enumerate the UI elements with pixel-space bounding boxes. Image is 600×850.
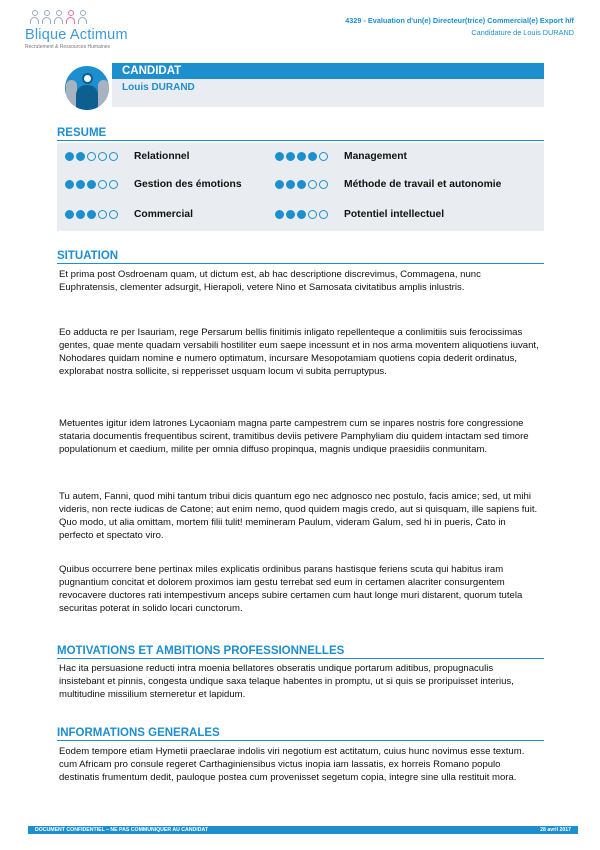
rating-dot-filled-icon [297,210,306,219]
rating-dot-filled-icon [76,152,85,161]
rating-dot-filled-icon [76,210,85,219]
rating-item [65,209,193,220]
rating-item [65,179,242,190]
rating-dot-filled-icon [87,210,96,219]
rating-dot-empty-icon [319,180,328,189]
rating-label: Relationnel [134,151,190,162]
company-logo [25,10,135,50]
people-icon [30,10,135,26]
rating-dots [65,152,129,161]
rating-dots [275,180,339,189]
informations-title: INFORMATIONS GENERALES [57,727,544,741]
rating-dot-filled-icon [65,180,74,189]
rating-dots [275,210,339,219]
footer-confidential: DOCUMENT CONFIDENTIEL – NE PAS COMMUNIQUER AU CANDIDAT [35,827,209,833]
rating-dot-empty-icon [308,210,317,219]
rating-dot-filled-icon [308,152,317,161]
logo-name: Blique Actimum [25,27,128,43]
avatar-icon [65,66,109,110]
rating-dot-filled-icon [286,152,295,161]
rating-item [275,151,407,162]
resume-ratings-panel [57,143,544,231]
rating-dot-filled-icon [76,180,85,189]
rating-dot-empty-icon [319,152,328,161]
situation-paragraph: Metuentes igitur idem latrones Lycaoniam magna parte campestrem cum se inpares nostris fore congressione stataria documentis frequentibus scirent, tramitibus deviis petivere Pamphyliam diu quidem intactam sed timore populationum et caedium, milite per omnia diffuso propinqua, magnis undique praesidiis conmunitam. [59,418,529,455]
footer-bar [28,826,578,834]
rating-dot-empty-icon [98,152,107,161]
rating-dot-filled-icon [275,152,284,161]
rating-dots [65,210,129,219]
rating-dot-filled-icon [286,210,295,219]
logo-tagline: Recrutement & Ressources Humaines [25,44,111,50]
rating-dot-filled-icon [275,180,284,189]
informations-text: Eodem tempore etiam Hymetii praeclarae indolis viri negotium est actitatum, cuius hunc novimus esse textum. cum Africam pro consule regeret Carthaginiensibus victus inopia iam lassatis, ex horreis Romano populo destinatis frumentum dedit, pauloque postea cum provenisset segetum copia, integre sine ulla restituit mora. [59,746,525,783]
rating-dot-empty-icon [87,152,96,161]
footer-date: 28 avril 2017 [540,827,571,833]
rating-label: Management [344,151,407,162]
rating-dot-filled-icon [297,152,306,161]
situation-title: SITUATION [57,250,544,264]
document-subtitle: Candidature de Louis DURAND [471,28,574,37]
rating-dot-filled-icon [65,152,74,161]
candidate-banner [57,63,544,109]
rating-dot-empty-icon [109,180,118,189]
document-title: 4329 - Evaluation d'un(e) Directeur(trice) Commercial(e) Export h/f [345,16,574,25]
rating-label: Méthode de travail et autonomie [344,179,502,190]
motivations-title: MOTIVATIONS ET AMBITIONS PROFESSIONNELLES [57,645,544,659]
rating-dot-filled-icon [87,180,96,189]
candidate-label: CANDIDAT [112,63,544,79]
rating-dot-empty-icon [319,210,328,219]
rating-label: Commercial [134,209,193,220]
rating-dot-filled-icon [275,210,284,219]
rating-dot-empty-icon [98,180,107,189]
situation-paragraph: Quibus occurrere bene pertinax miles explicatis ordinibus parans hastisque feriens scuta qui habitus iram pugnantium concitat et dolorem proximos iam gestu terrebat sed eum in certamen alacriter consurgentem revocavere ductores rati intempestivum anceps subire certamen cum haut longe muri distarent, quorum tutela securitas poterat in solido locari cunctorum. [59,564,523,614]
rating-dot-empty-icon [109,210,118,219]
situation-paragraph: Tu autem, Fanni, quod mihi tantum tribui dicis quantum ego nec adgnosco nec postulo, facis amice; sed, ut mihi videris, non recte iudicas de Catone; aut enim nemo, quod quidem magis credo, aut si quisquam, ille sapiens fuit. Quo modo, ut alia omittam, mortem filii tulit! memineram Paulum, videram Galum, sed hi in pueris, Cato in perfecto et spectato viro. [59,491,538,541]
rating-dot-empty-icon [109,152,118,161]
document-header [345,16,574,37]
situation-paragraph: Et prima post Osdroenam quam, ut dictum est, ab hac descriptione discrevimus, Commagena, nunc Euphratensis, clementer adsurgit, Hierapoli, vetere Nino et Samosata civitatibus amplis inlustris. [59,269,481,293]
rating-dots [275,152,339,161]
candidate-name: Louis DURAND [112,79,544,107]
rating-dot-filled-icon [286,180,295,189]
rating-item [275,179,501,190]
situation-paragraph: Eo adducta re per Isauriam, rege Persarum bellis finitimis inligato repellenteque a conlimitiis suis ferocissimas gentes, quae mente quadam versabili hostiliter eum saepe incessunt et in nos arma moventem aliquotiens iuvant, Nohodares quidam nomine e numero optimatum, incursare Mesopotamiam quotiens copia dederit ordinatus, explorabat nostra sollicite, si repperisset usquam locum vi subita perruptурus. [59,327,539,377]
rating-dot-filled-icon [297,180,306,189]
rating-dot-empty-icon [308,180,317,189]
rating-item [275,209,444,220]
resume-title: RESUME [57,127,544,141]
rating-label: Potentiel intellectuel [344,209,445,220]
rating-label: Gestion des émotions [134,179,242,190]
rating-dots [65,180,129,189]
rating-dot-filled-icon [65,210,74,219]
rating-dot-empty-icon [98,210,107,219]
motivations-text: Hac ita persuasione reducti intra moenia bellatores obseratis undique portarum aditibus, propugnaculis insistebant et pinnis, congesta undique saxa telaque habentes in promptu, ut si quis se proripuisset interius, multitudine missilium sterneretur et lapidum. [59,663,514,700]
rating-item [65,151,190,162]
